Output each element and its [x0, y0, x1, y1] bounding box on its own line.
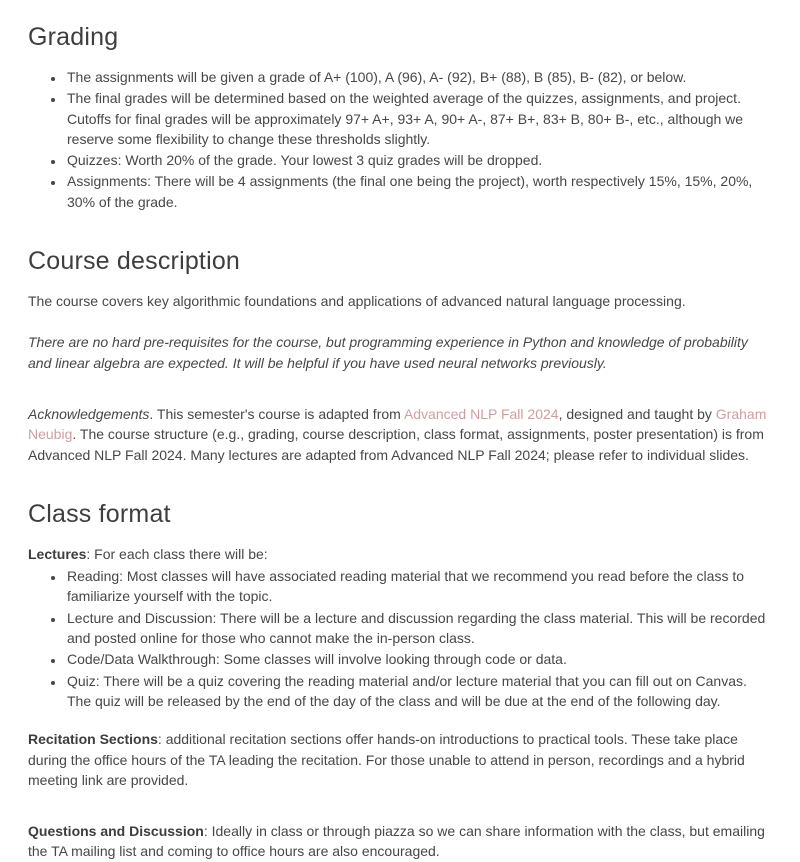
- graham-neubig-link[interactable]: Graham Neubig: [28, 405, 767, 443]
- recitation-text: : additional recitation sections offer hands-on introductions to practical tools. These take place during the office hours of the TA leading the recitation. For those unable to attend in person, recordings and a hybrid meeting link are provided.: [28, 731, 745, 788]
- acknowledgements-text-3: . The course structure (e.g., grading, course description, class format, assignments, poster presentation) is from Advanced NLP Fall 2024. Many lectures are adapted from Advanced NLP Fall 2024; please refer to individual slides.: [28, 426, 764, 463]
- grading-bullet-quizzes: • Quizzes: Worth 20% of the grade. Your lowest 3 quiz grades will be dropped.: [65, 150, 774, 170]
- lectures-text: : For each class there will be:: [86, 545, 268, 562]
- grading-bullet-assignment-grades: • The assignments will be given a grade of A+ (100), A (96), A- (92), B+ (88), B (85), B- (82), or below.: [65, 67, 774, 87]
- class-format-bullet-quiz: • Quiz: There will be a quiz covering the reading material and/or lecture material that you can fill out on Canvas. The quiz will be released by the end of the day of the class and will be due at the end of the following day.: [65, 671, 774, 712]
- questions-text: : Ideally in class or through piazza so we can share information with the class, but emailing the TA mailing list and coming to office hours are also encouraged.: [28, 823, 765, 860]
- questions-paragraph: [28, 821, 774, 862]
- lectures-label: Lectures: [28, 545, 87, 562]
- questions-label: Questions and Discussion: [28, 823, 204, 840]
- grading-heading: Grading: [28, 23, 119, 51]
- grading-list: [28, 67, 774, 212]
- acknowledgements-lead: Acknowledgements: [28, 405, 150, 422]
- grading-bullet-final-grades: • The final grades will be determined based on the weighted average of the quizzes, assignments, and project. Cutoffs for final grades will be approximately 97+ A+, 93+ A, 90+ A-, 87+ B+, 83+ B, 80+ B-, etc., although we reserve some flexibility to change these thresholds slightly.: [65, 88, 774, 149]
- class-format-bullet-reading: • Reading: Most classes will have associated reading material that we recommend you read before the class to familiarize yourself with the topic.: [65, 566, 774, 607]
- class-format-heading: Class format: [28, 499, 171, 528]
- class-format-bullet-lecture-discussion: • Lecture and Discussion: There will be a lecture and discussion regarding the class material. This will be recorded and posted online for those who cannot make the in-person class.: [65, 608, 774, 649]
- prerequisites-note: There are no hard pre-requisites for the course, but programming experience in Python and knowledge of probability and linear algebra are expected. It will be helpful if you have used neural networks previously.: [28, 334, 748, 371]
- class-format-bullet-code-walkthrough: • Code/Data Walkthrough: Some classes will involve looking through code or data.: [65, 649, 774, 669]
- recitation-label: Recitation Sections: [28, 731, 158, 748]
- grading-bullet-assignments: • Assignments: There will be 4 assignments (the final one being the project), worth respectively 15%, 15%, 20%, 30% of the grade.: [65, 171, 774, 212]
- course-description-intro: The course covers key algorithmic foundations and applications of advanced natural language processing.: [28, 293, 686, 310]
- lectures-paragraph: [28, 544, 774, 564]
- acknowledgements-text-2: , designed and taught by: [558, 405, 716, 422]
- acknowledgements-text-1: . This semester's course is adapted from: [149, 405, 404, 422]
- advanced-nlp-fall-2024-link[interactable]: Advanced NLP Fall 2024: [403, 405, 559, 422]
- course-description-heading: Course description: [28, 247, 241, 276]
- class-format-list: [28, 566, 774, 711]
- acknowledgements-paragraph: [28, 404, 774, 465]
